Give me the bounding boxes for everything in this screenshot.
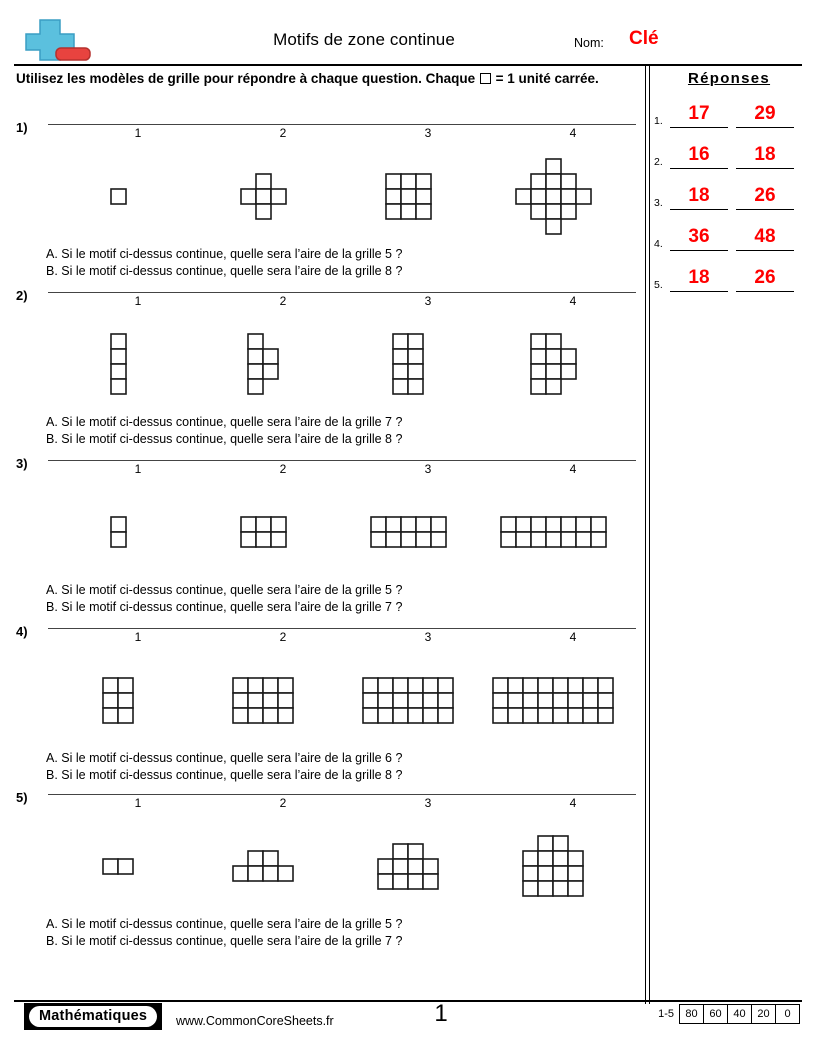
question-a: A. Si le motif ci-dessus continue, quelle sera l’aire de la grille 5 ? xyxy=(46,917,403,931)
pattern-figure xyxy=(68,314,214,414)
instructions-part1: Utilisez les modèles de grille pour répondre à chaque question. Chaque xyxy=(16,71,479,86)
pattern-figure xyxy=(213,482,359,582)
answer-key-column xyxy=(654,66,804,292)
pattern-figure xyxy=(68,650,214,750)
answer-row xyxy=(654,210,804,251)
grid-index-labels xyxy=(48,796,636,812)
question-b: B. Si le motif ci-dessus continue, quelle sera l’aire de la grille 8 ? xyxy=(46,768,403,783)
pattern-shapes xyxy=(48,314,636,414)
answer-row xyxy=(654,169,804,210)
answer-value-a[interactable]: 18 xyxy=(670,265,728,292)
score-box: 40 xyxy=(727,1004,751,1024)
pattern-shapes xyxy=(48,146,636,246)
answer-value-b[interactable]: 48 xyxy=(736,224,794,251)
answer-row-number: 1. xyxy=(654,115,663,127)
unit-square-icon xyxy=(480,73,491,84)
name-value: Clé xyxy=(629,28,659,49)
score-box: 0 xyxy=(775,1004,800,1024)
pattern-figure xyxy=(68,482,214,582)
problem-questions xyxy=(46,916,402,951)
grid-index-label: 3 xyxy=(424,630,432,644)
grid-index-label: 4 xyxy=(569,796,577,810)
answer-row xyxy=(654,87,804,128)
answer-value-b[interactable]: 29 xyxy=(736,101,794,128)
score-box: 20 xyxy=(751,1004,775,1024)
page-number: 1 xyxy=(434,1000,448,1027)
brand-badge xyxy=(24,1003,162,1030)
grid-index-label: 2 xyxy=(279,796,287,810)
problem-number: 4) xyxy=(16,624,28,639)
grid-index-label: 1 xyxy=(134,462,142,476)
grid-index-label: 2 xyxy=(279,294,287,308)
grid-index-label: 2 xyxy=(279,462,287,476)
pattern-figure xyxy=(68,816,214,916)
grid-index-label: 3 xyxy=(424,796,432,810)
answer-row-number: 2. xyxy=(654,156,663,168)
grid-index-label: 2 xyxy=(279,630,287,644)
grid-index-label: 4 xyxy=(569,462,577,476)
grid-index-labels xyxy=(48,630,636,646)
question-b: B. Si le motif ci-dessus continue, quelle sera l’aire de la grille 7 ? xyxy=(46,600,403,615)
grid-index-label: 2 xyxy=(279,126,287,140)
pattern-figure xyxy=(358,650,504,750)
answer-row xyxy=(654,251,804,292)
score-box: 80 xyxy=(679,1004,703,1024)
grid-index-label: 4 xyxy=(569,126,577,140)
plus-minus-logo-icon xyxy=(18,18,92,62)
pattern-figure xyxy=(213,816,359,916)
grid-index-label: 4 xyxy=(569,630,577,644)
score-range-label: 1-5 xyxy=(658,1008,674,1020)
grid-index-label: 3 xyxy=(424,294,432,308)
pattern-figure xyxy=(358,482,504,582)
pattern-shapes xyxy=(48,482,636,582)
answer-value-a[interactable]: 17 xyxy=(670,101,728,128)
pattern-figure xyxy=(213,146,359,246)
problem-questions xyxy=(46,750,402,785)
page-title: Motifs de zone continue xyxy=(273,30,455,49)
problem-questions xyxy=(46,246,402,281)
pattern-figure xyxy=(358,146,504,246)
problem-questions xyxy=(46,582,402,617)
score-box: 60 xyxy=(703,1004,727,1024)
pattern-figure xyxy=(503,314,649,414)
problem-questions xyxy=(46,414,402,449)
brand-label: Mathématiques xyxy=(29,1006,157,1027)
answer-value-a[interactable]: 16 xyxy=(670,142,728,169)
grid-index-labels xyxy=(48,126,636,142)
answers-heading: Réponses xyxy=(687,70,771,87)
question-b: B. Si le motif ci-dessus continue, quelle sera l’aire de la grille 7 ? xyxy=(46,934,403,949)
question-a: A. Si le motif ci-dessus continue, quelle sera l’aire de la grille 7 ? xyxy=(46,415,403,429)
question-b: B. Si le motif ci-dessus continue, quelle sera l’aire de la grille 8 ? xyxy=(46,264,403,279)
pattern-figure xyxy=(358,816,504,916)
answer-rows xyxy=(654,87,804,292)
answer-value-a[interactable]: 36 xyxy=(670,224,728,251)
pattern-figure xyxy=(213,650,359,750)
pattern-shapes xyxy=(48,650,636,750)
name-label: Nom: xyxy=(574,36,604,50)
score-boxes xyxy=(679,1004,800,1024)
problem-number: 3) xyxy=(16,456,28,471)
grid-index-label: 3 xyxy=(424,462,432,476)
pattern-figure xyxy=(358,314,504,414)
grid-index-label: 3 xyxy=(424,126,432,140)
page-header xyxy=(14,18,802,62)
pattern-figure xyxy=(503,650,649,750)
answer-value-a[interactable]: 18 xyxy=(670,183,728,210)
website-url: www.CommonCoreSheets.fr xyxy=(176,1014,334,1028)
problem-number: 5) xyxy=(16,790,28,805)
grid-index-label: 1 xyxy=(134,630,142,644)
problem-number: 1) xyxy=(16,120,28,135)
answer-value-b[interactable]: 26 xyxy=(736,265,794,292)
answer-row-number: 3. xyxy=(654,197,663,209)
answer-value-b[interactable]: 26 xyxy=(736,183,794,210)
grid-index-label: 1 xyxy=(134,796,142,810)
pattern-figure xyxy=(503,146,649,246)
pattern-figure xyxy=(503,816,649,916)
answer-row-number: 4. xyxy=(654,238,663,250)
answer-row-number: 5. xyxy=(654,279,663,291)
pattern-figure xyxy=(503,482,649,582)
pattern-figure xyxy=(213,314,359,414)
grid-index-labels xyxy=(48,294,636,310)
problem-number: 2) xyxy=(16,288,28,303)
question-b: B. Si le motif ci-dessus continue, quelle sera l’aire de la grille 8 ? xyxy=(46,432,403,447)
answer-row xyxy=(654,128,804,169)
grid-index-label: 4 xyxy=(569,294,577,308)
pattern-figure xyxy=(68,146,214,246)
question-a: A. Si le motif ci-dessus continue, quelle sera l’aire de la grille 5 ? xyxy=(46,583,403,597)
grid-index-label: 1 xyxy=(134,294,142,308)
question-a: A. Si le motif ci-dessus continue, quelle sera l’aire de la grille 6 ? xyxy=(46,751,403,765)
answer-value-b[interactable]: 18 xyxy=(736,142,794,169)
grid-index-labels xyxy=(48,462,636,478)
instructions-part2: = 1 unité carrée. xyxy=(491,71,599,86)
pattern-shapes xyxy=(48,816,636,916)
question-a: A. Si le motif ci-dessus continue, quelle sera l’aire de la grille 5 ? xyxy=(46,247,403,261)
score-guide xyxy=(658,1004,800,1024)
grid-index-label: 1 xyxy=(134,126,142,140)
instructions-text xyxy=(16,70,632,88)
